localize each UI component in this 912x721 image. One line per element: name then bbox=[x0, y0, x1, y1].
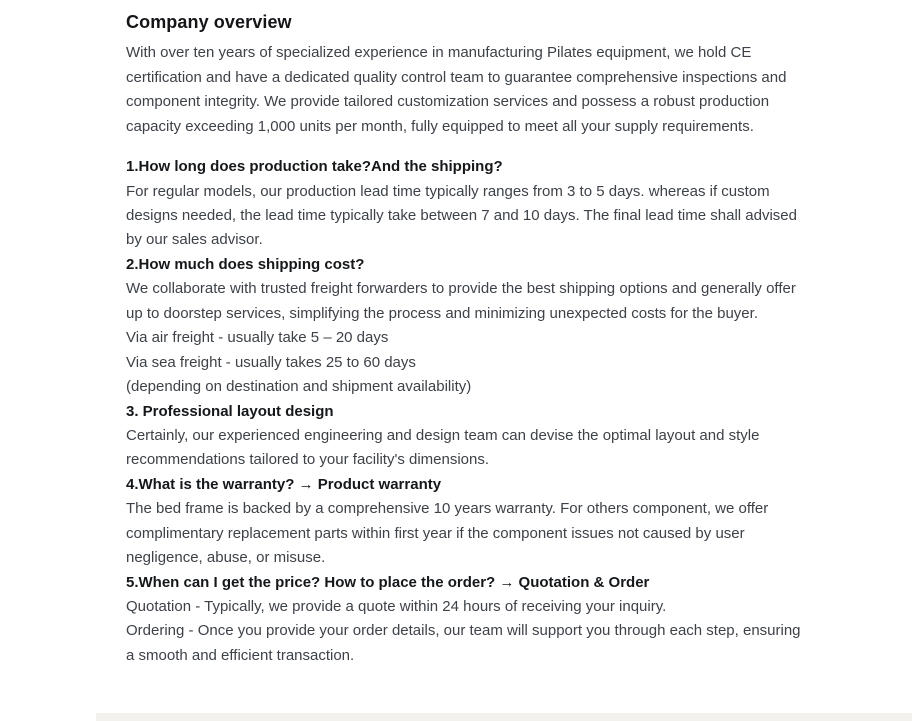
faq-answer-quotation-line: Quotation - Typically, we provide a quote within 24 hours of receiving your inquiry. bbox=[126, 598, 667, 616]
faq-heading-shipping-cost: 2.How much does shipping cost? bbox=[126, 255, 365, 273]
faq-answer-production-time: For regular models, our production lead time typically ranges from 3 to 5 days. whereas if custom designs needed, the lead time typically take between 7 and 10 days. The final lead time shall advised by our sales advisor. bbox=[126, 182, 797, 249]
faq-answer-layout-design: Certainly, our experienced engineering and design team can devise the optimal layout and style recommendations tailored to your facility's dimensions. bbox=[126, 426, 760, 469]
faq-heading-warranty: 4.What is the warranty? → Product warranty bbox=[126, 475, 442, 493]
faq-section-warranty bbox=[126, 473, 802, 571]
faq-section-shipping-cost bbox=[126, 253, 802, 400]
faq-heading-price-order: 5.When can I get the price? How to place the order? → Quotation & Order bbox=[126, 573, 650, 591]
faq-section-layout-design bbox=[126, 400, 802, 473]
bottom-divider bbox=[96, 713, 912, 721]
shipping-air-freight-line: Via air freight - usually take 5 – 20 days bbox=[126, 329, 389, 347]
shipping-disclaimer-line: (depending on destination and shipment availability) bbox=[126, 378, 472, 396]
faq-section-price-order bbox=[126, 571, 802, 669]
faq-heading-layout-design: 3. Professional layout design bbox=[126, 402, 334, 420]
content-column bbox=[126, 11, 802, 668]
faq-section-production-time bbox=[126, 155, 802, 253]
faq-answer-warranty: The bed frame is backed by a comprehensive 10 years warranty. For others component, we offer complimentary replacement parts within first year if the component issues not caused by user negligence, abuse, or misuse. bbox=[126, 500, 769, 567]
company-intro-paragraph: With over ten years of specialized experience in manufacturing Pilates equipment, we hold CE certification and have a dedicated quality control team to guarantee comprehensive inspections and component integrity. We provide tailored customization services and possess a robust production capacity exceeding 1,000 units per month, fully equipped to meet all your supply requirements. bbox=[126, 44, 787, 135]
faq-answer-ordering-line: Ordering - Once you provide your order details, our team will support you through each step, ensuring a smooth and efficient transaction. bbox=[126, 622, 801, 664]
page-title: Company overview bbox=[126, 12, 292, 32]
shipping-sea-freight-line: Via sea freight - usually takes 25 to 60 days bbox=[126, 353, 416, 371]
faq-answer-shipping-cost: We collaborate with trusted freight forwarders to provide the best shipping options and generally offer up to doorstep services, simplifying the process and minimizing unexpected costs for the buyer. bbox=[126, 280, 796, 322]
faq-heading-production-time: 1.How long does production take?And the shipping? bbox=[126, 158, 503, 176]
